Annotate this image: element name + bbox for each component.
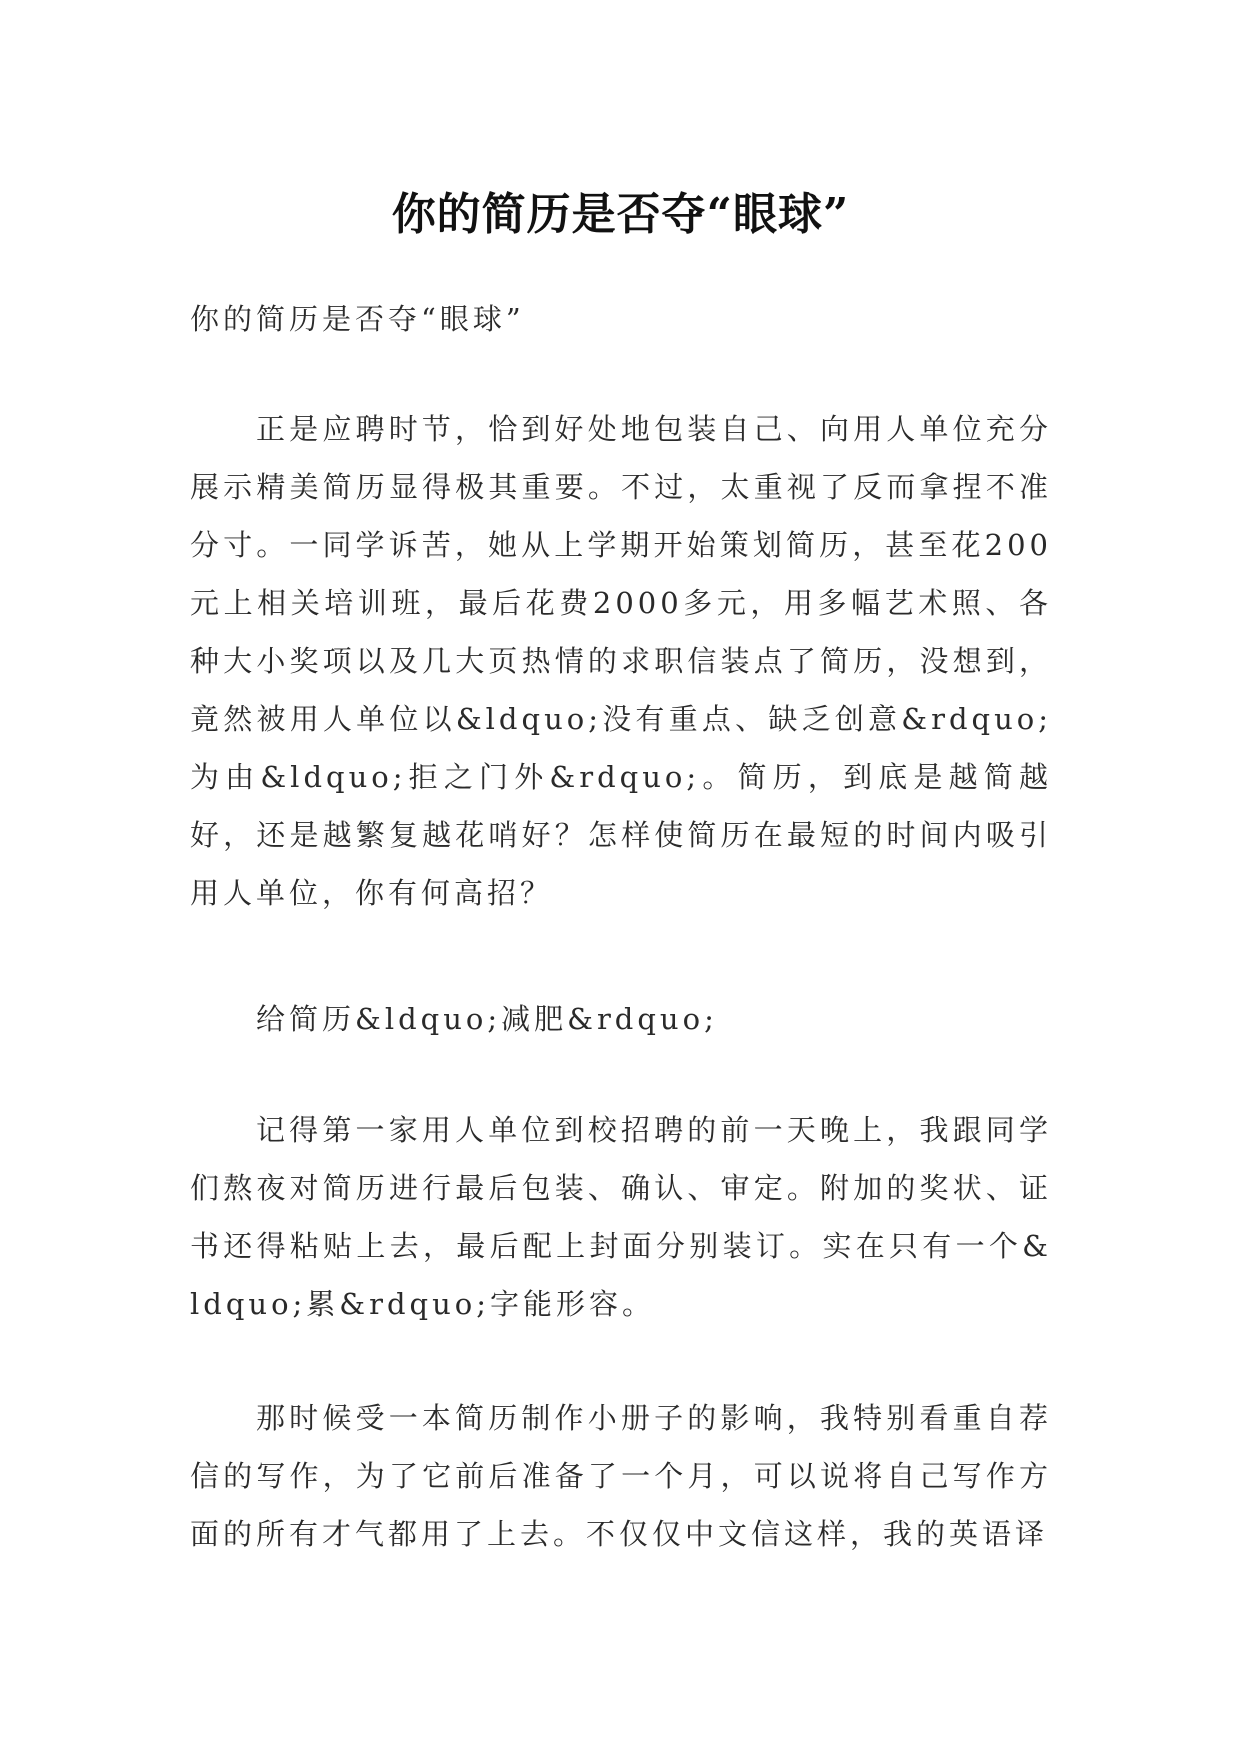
paragraph-3: 那时候受一本简历制作小册子的影响，我特别看重自荐信的写作，为了它前后准备了一个月，可以说将自己写作方面的所有才气都用了上去。不仅仅中文信这样，我的英语译: [190, 1401, 1052, 1551]
paragraph-1: 正是应聘时节，恰到好处地包装自己、向用人单位充分展示精美简历显得极其重要。不过，太重视了反而拿捏不准分寸。一同学诉苦，她从上学期开始策划简历，甚至花200元上相关培训班，最后花费2000多元，用多幅艺术照、各种大小奖项以及几大页热情的求职信装点了简历，没想到，竟然被用人单位以&ldquo;没有重点、缺乏创意&rdquo;为由&ldquo;拒之门外&rdquo;。简历，到底是越简越好，还是越繁复越花哨好？怎样使简历在最短的时间内吸引用人单位，你有何高招？: [190, 412, 1052, 910]
document-subtitle: 你的简历是否夺“眼球”: [190, 302, 525, 336]
document-title: 你的简历是否夺“眼球”: [391, 189, 850, 241]
paragraph-2: 记得第一家用人单位到校招聘的前一天晚上，我跟同学们熬夜对简历进行最后包装、确认、审定。附加的奖状、证书还得粘贴上去，最后配上封面分别装订。实在只有一个&ldquo;累&rdquo;字能形容。: [190, 1113, 1052, 1321]
section-heading: 给简历&ldquo;减肥&rdquo;: [256, 1002, 718, 1036]
